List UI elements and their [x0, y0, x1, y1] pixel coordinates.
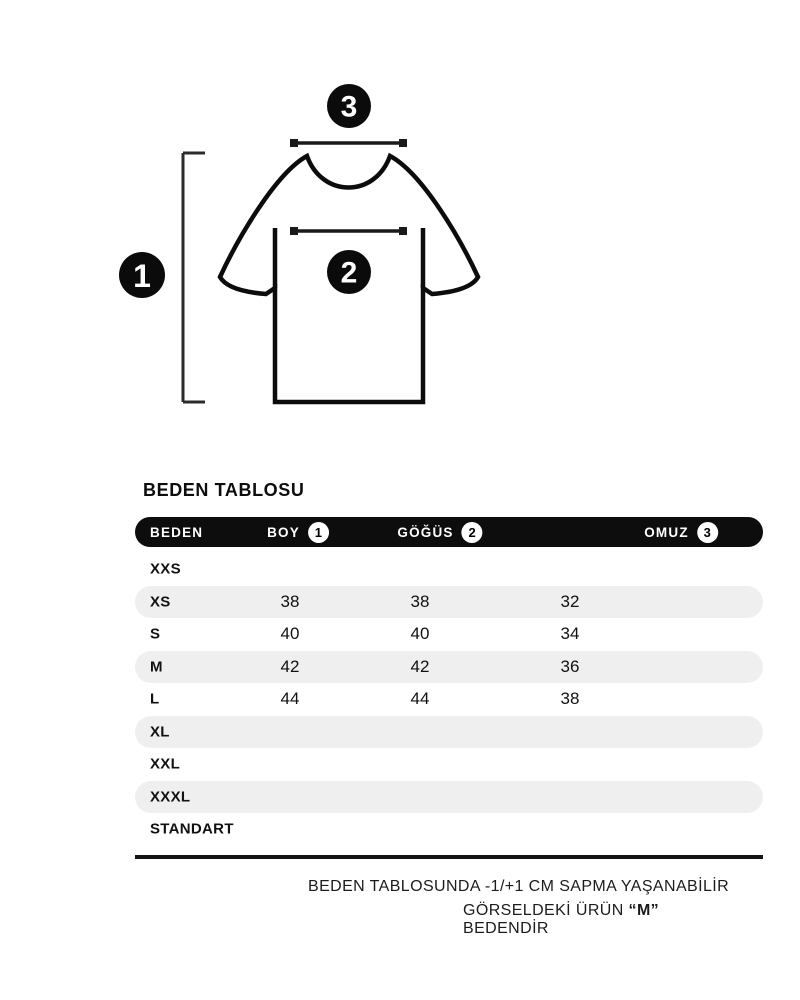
size-label: M	[150, 658, 163, 676]
column-header-beden-label: BEDEN	[150, 524, 204, 540]
column-header-beden	[150, 517, 203, 547]
column-header-boy-label: BOY	[267, 524, 300, 540]
boy-value: 42	[280, 656, 300, 676]
marker-1-label: 1	[133, 258, 151, 294]
boy-value: 44	[280, 689, 300, 709]
table-row	[135, 683, 763, 716]
size-label: STANDART	[150, 820, 234, 838]
model-size-note-emphasis: “M”	[628, 902, 660, 919]
tolerance-note: BEDEN TABLOSUNDA -1/+1 CM SAPMA YAŞANABİLİR	[308, 878, 730, 895]
shoulder-measure-line	[290, 139, 407, 147]
marker-2	[327, 250, 371, 294]
column-header-omuz-marker-badge: 3	[697, 522, 718, 543]
size-label: XXXL	[150, 788, 191, 806]
model-size-note-line2	[463, 902, 659, 920]
boy-value: 38	[280, 591, 300, 611]
table-row	[135, 618, 763, 651]
table-bottom-rule	[135, 855, 763, 859]
table-row	[135, 813, 763, 846]
column-header-omuz	[644, 517, 718, 547]
size-label: L	[150, 690, 160, 708]
omuz-value: 38	[560, 689, 580, 709]
size-label: XS	[150, 593, 171, 611]
table-title: BEDEN TABLOSU	[143, 480, 305, 500]
gogus-value: 42	[410, 656, 430, 676]
length-bracket	[183, 153, 205, 402]
table-header-bar	[135, 517, 763, 547]
tshirt-measurement-diagram	[60, 80, 500, 430]
omuz-value: 34	[560, 624, 580, 644]
table-rows	[135, 553, 763, 846]
marker-3	[327, 84, 371, 128]
marker-2-label: 2	[340, 256, 358, 290]
model-size-note	[463, 902, 659, 937]
table-row	[135, 586, 763, 619]
column-header-omuz-label: OMUZ	[644, 524, 689, 540]
size-label: XXL	[150, 755, 181, 773]
omuz-value: 36	[560, 656, 580, 676]
gogus-value: 40	[410, 624, 430, 644]
model-size-note-prefix: GÖRSELDEKİ ÜRÜN	[463, 902, 629, 919]
column-header-boy-marker-badge: 1	[308, 522, 329, 543]
size-label: S	[150, 625, 161, 643]
model-size-note-line3: BEDENDİR	[463, 919, 549, 937]
table-row	[135, 748, 763, 781]
marker-1	[119, 252, 165, 298]
omuz-value: 32	[560, 591, 580, 611]
gogus-value: 38	[410, 591, 430, 611]
size-label: XXS	[150, 560, 181, 578]
size-label: XL	[150, 723, 170, 741]
column-header-gogus-label: GÖĞÜS	[397, 524, 454, 540]
marker-3-label: 3	[340, 90, 358, 124]
table-row	[135, 716, 763, 749]
gogus-value: 44	[410, 689, 430, 709]
boy-value: 40	[280, 624, 300, 644]
table-row	[135, 781, 763, 814]
table-row	[135, 651, 763, 684]
table-row	[135, 553, 763, 586]
column-header-boy	[267, 517, 329, 547]
column-header-gogus-marker-badge: 2	[462, 522, 483, 543]
column-header-gogus	[397, 517, 482, 547]
